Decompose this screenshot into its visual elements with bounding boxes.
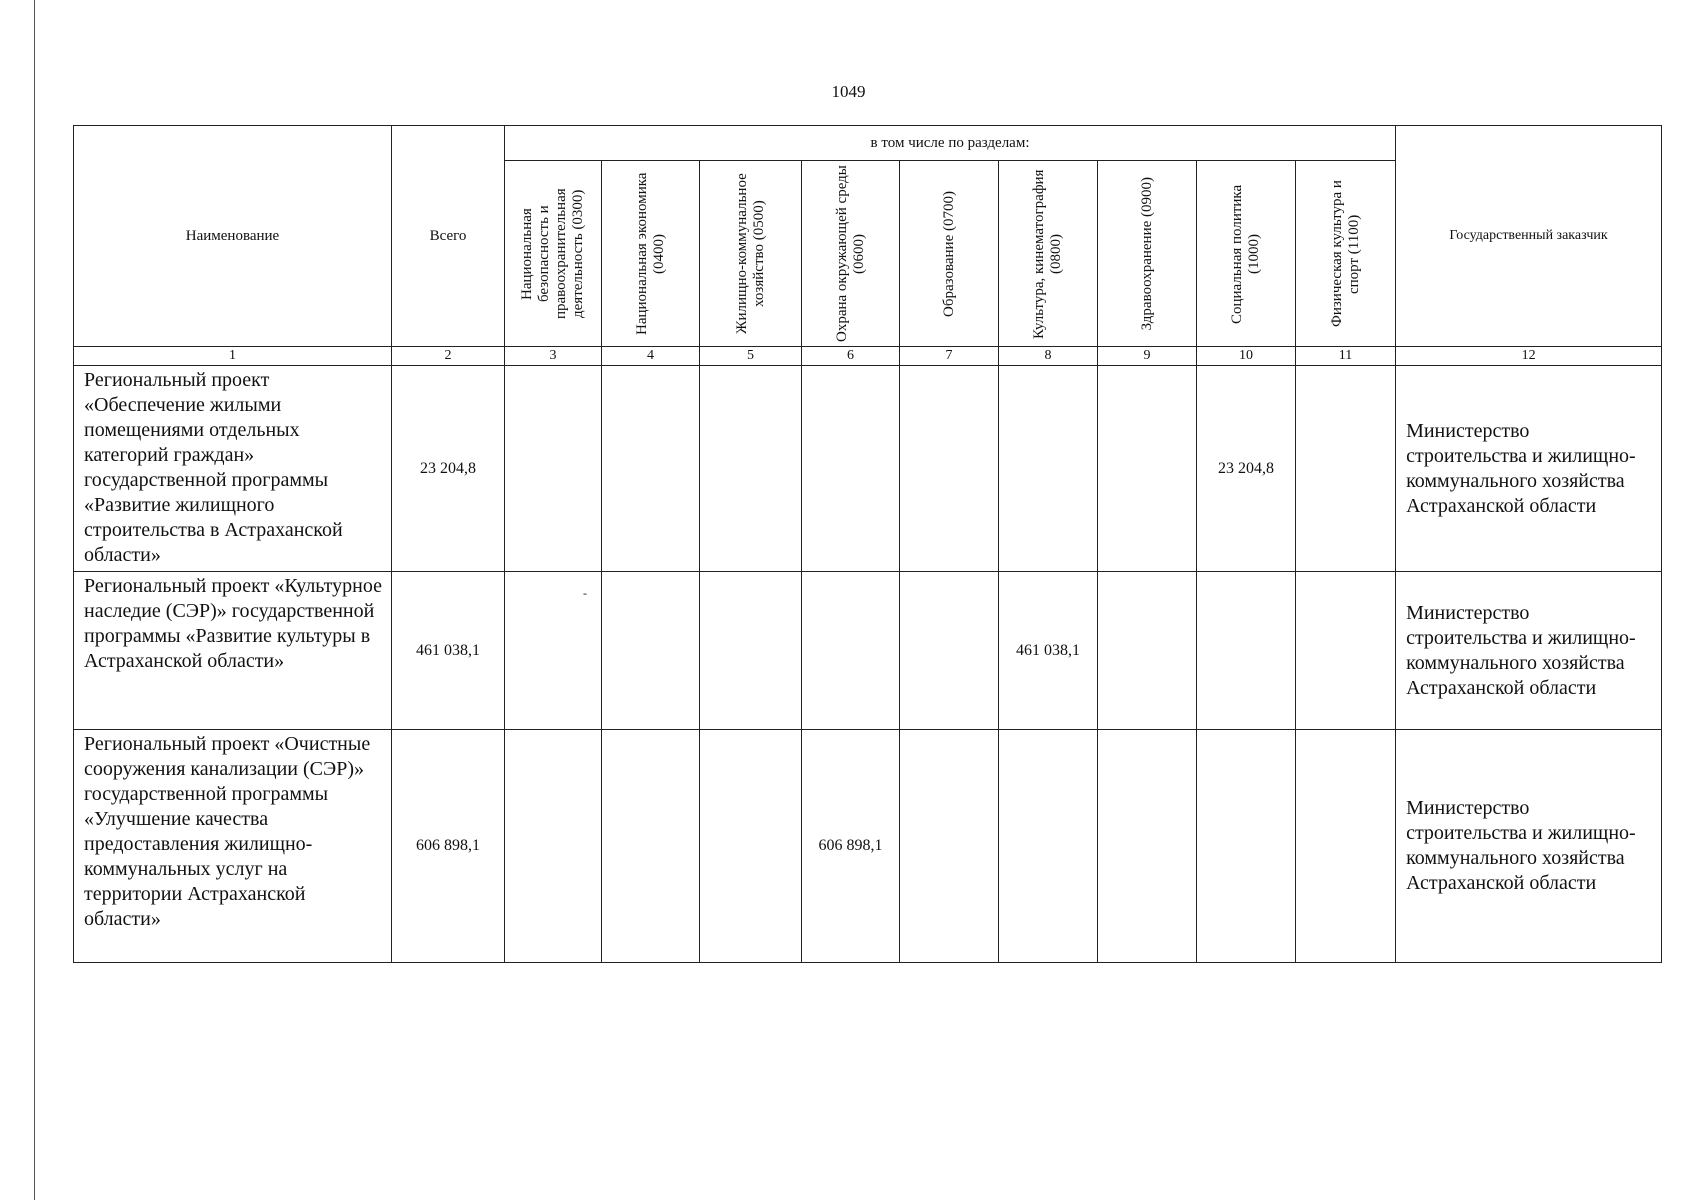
column-number-row xyxy=(74,347,1662,366)
row-section-value xyxy=(700,366,802,572)
header-section-label: Национальная экономика (0400) xyxy=(633,172,667,335)
column-number: 5 xyxy=(700,347,802,366)
row-section-value xyxy=(1296,730,1396,963)
row-section-value xyxy=(1098,366,1197,572)
column-number: 1 xyxy=(74,347,392,366)
header-section-0400 xyxy=(602,161,700,347)
header-section-0800 xyxy=(999,161,1098,347)
header-section-0600 xyxy=(802,161,900,347)
table-row xyxy=(74,366,1662,572)
row-name: Региональный проект «Культурное наследие (СЭР)» государственной программы «Развитие культуры в Астраханской области» xyxy=(74,572,392,730)
header-section-0500 xyxy=(700,161,802,347)
column-number: 4 xyxy=(602,347,700,366)
row-section-value xyxy=(1197,730,1296,963)
header-section-label: Социальная политика (1000) xyxy=(1229,183,1262,324)
header-section-0300 xyxy=(505,161,602,347)
row-total: 23 204,8 xyxy=(392,366,505,572)
row-customer: Министерство строительства и жилищно-коммунального хозяйства Астраханской области xyxy=(1396,730,1662,963)
budget-table xyxy=(73,125,1662,963)
row-customer: Министерство строительства и жилищно-коммунального хозяйства Астраханской области xyxy=(1396,572,1662,730)
column-number: 12 xyxy=(1396,347,1662,366)
row-total: 461 038,1 xyxy=(392,572,505,730)
column-number: 2 xyxy=(392,347,505,366)
column-number: 8 xyxy=(999,347,1098,366)
column-number: 6 xyxy=(802,347,900,366)
header-section-label: Жилищно-коммунальное хозяйство (0500) xyxy=(733,173,767,334)
header-total: Всего xyxy=(392,126,505,347)
row-section-value xyxy=(1296,572,1396,730)
header-sections-group: в том числе по разделам: xyxy=(505,126,1396,161)
header-section-1000 xyxy=(1197,161,1296,347)
budget-table-container xyxy=(73,125,1662,963)
header-section-label: Физическая культура и спорт (1100) xyxy=(1328,180,1362,327)
row-section-value xyxy=(505,572,602,730)
header-section-1100 xyxy=(1296,161,1396,347)
header-section-label: Образование (0700) xyxy=(940,190,957,317)
page-number: 1049 xyxy=(831,82,866,101)
binding-margin-line xyxy=(34,0,35,1200)
header-section-0900 xyxy=(1098,161,1197,347)
row-name: Региональный проект «Обеспечение жилыми помещениями отдельных категорий граждан» государственной программы «Развитие жилищного строительства в Астраханской области» xyxy=(74,366,392,572)
row-section-value xyxy=(700,730,802,963)
table-row xyxy=(74,572,1662,730)
column-number: 9 xyxy=(1098,347,1197,366)
row-section-value xyxy=(505,730,602,963)
row-section-value xyxy=(505,366,602,572)
row-section-value: 23 204,8 xyxy=(1197,366,1296,572)
header-section-label: Здравоохранение (0900) xyxy=(1138,176,1155,331)
row-section-value: 461 038,1 xyxy=(999,572,1098,730)
row-section-value xyxy=(602,730,700,963)
row-section-value xyxy=(1197,572,1296,730)
column-number: 7 xyxy=(900,347,999,366)
row-total: 606 898,1 xyxy=(392,730,505,963)
row-section-value xyxy=(900,572,999,730)
header-name: Наименование xyxy=(74,126,392,347)
column-number: 3 xyxy=(505,347,602,366)
column-number: 11 xyxy=(1296,347,1396,366)
header-section-0700 xyxy=(900,161,999,347)
row-section-value xyxy=(802,366,900,572)
row-section-value xyxy=(999,366,1098,572)
dash-mark: - xyxy=(583,586,587,600)
table-row xyxy=(74,730,1662,963)
header-section-label: Культура, кинематография (0800) xyxy=(1031,168,1064,339)
row-section-value xyxy=(1098,730,1197,963)
row-section-value xyxy=(1296,366,1396,572)
row-section-value xyxy=(1098,572,1197,730)
row-section-value: 606 898,1 xyxy=(802,730,900,963)
row-section-value xyxy=(700,572,802,730)
row-name: Региональный проект «Очистные сооружения канализации (СЭР)» государственной программы «Улучшение качества предоставления жилищно-коммунальных услуг на территории Астраханской области» xyxy=(74,730,392,963)
row-section-value xyxy=(900,730,999,963)
header-section-label: Национальная безопасность и правоохранительная деятельность (0300) xyxy=(519,188,586,319)
row-section-value xyxy=(999,730,1098,963)
row-section-value xyxy=(602,572,700,730)
row-customer: Министерство строительства и жилищно-коммунального хозяйства Астраханской области xyxy=(1396,366,1662,572)
row-section-value xyxy=(900,366,999,572)
header-customer: Государственный заказчик xyxy=(1396,126,1662,347)
row-section-value xyxy=(602,366,700,572)
header-section-label: Охрана окружающей среды (0600) xyxy=(833,165,867,342)
column-number: 10 xyxy=(1197,347,1296,366)
row-section-value xyxy=(802,572,900,730)
